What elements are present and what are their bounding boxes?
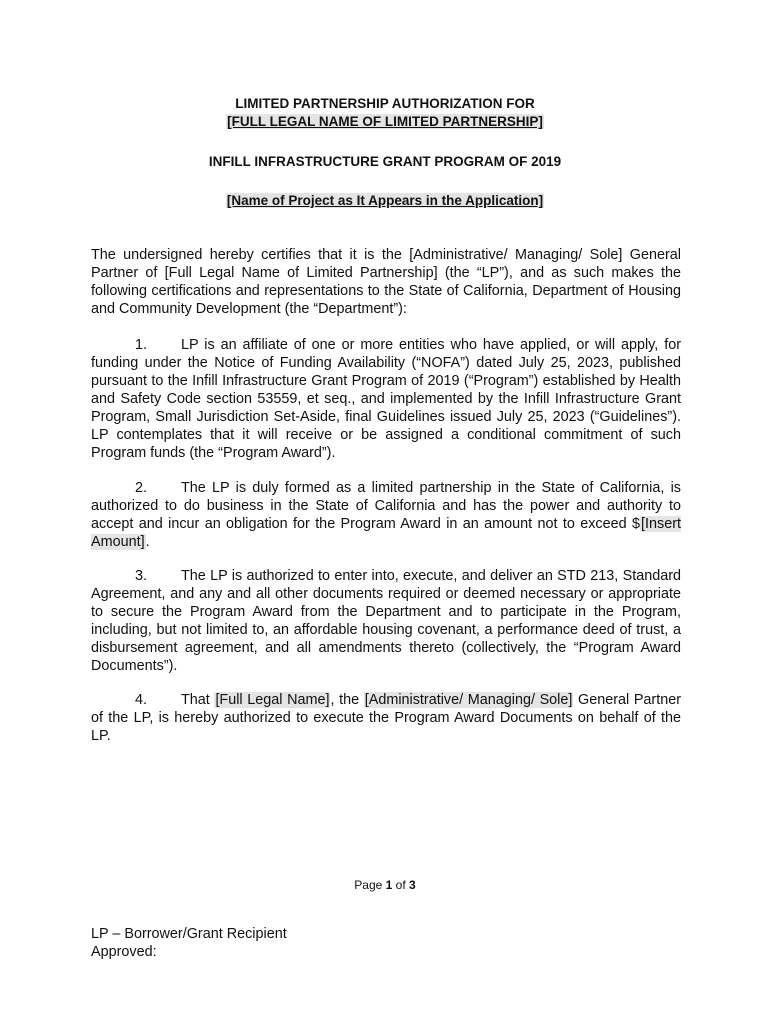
footer-line-1: LP – Borrower/Grant Recipient	[91, 926, 287, 942]
item-1-text: LP is an affiliate of one or more entities who have applied, or will apply, for funding under the Notice of Funding Availability (“NOFA”) dated July 25, 2023, published pursuant to the Infill Infrastructure Grant Program of 2019 (“Program”) established by Health and Safety Code section 53559, et seq., and implemented by the Infill Infrastructure Grant Program, Small Jurisdiction Set-Aside, final Guidelines issued July 25, 2023 (“Guidelines”). LP contemplates that it will receive or be assigned a conditional commitment of such Program funds (the “Program Award”).	[91, 337, 681, 461]
title-line-2	[0, 113, 770, 131]
item-3-number: 3.	[135, 568, 148, 584]
partnership-name-field[interactable]: [FULL LEGAL NAME OF LIMITED PARTNERSHIP]	[227, 114, 543, 129]
amount-field[interactable]: [Insert Amount]	[91, 516, 681, 550]
item-2-end: .	[145, 534, 150, 550]
item-1	[91, 336, 681, 462]
item-1-number: 1.	[135, 337, 148, 353]
page-current: 1	[385, 878, 393, 892]
partner-type-field[interactable]: [Administrative/ Managing/ Sole]	[364, 692, 573, 708]
document-title	[0, 95, 770, 131]
item-2-number: 2.	[135, 480, 148, 496]
title-line-1: LIMITED PARTNERSHIP AUTHORIZATION FOR	[235, 96, 535, 111]
project-name-field[interactable]: [Name of Project as It Appears in the Application]	[226, 193, 544, 208]
page-total: 3	[409, 878, 416, 892]
footer-line-2: Approved:	[91, 944, 157, 960]
item-4-text-c: General Partner of the LP, is hereby authorized to execute the Program Award Documents on behalf of the LP.	[91, 692, 682, 744]
page-of: of	[392, 878, 410, 892]
item-4-number: 4.	[135, 692, 148, 708]
legal-name-field[interactable]: [Full Legal Name]	[215, 692, 330, 708]
item-4-text-b: , the	[330, 692, 364, 708]
intro-paragraph: The undersigned hereby certifies that it is the [Administrative/ Managing/ Sole] General Partner of [Full Legal Name of Limited Partnership] (the “LP”), and as such makes the following certifications and representations to the State of California, Department of Housing and Community Development (the “Department”):	[91, 247, 681, 317]
project-name-line	[0, 192, 770, 210]
footer-note	[91, 925, 287, 961]
program-title: INFILL INFRASTRUCTURE GRANT PROGRAM OF 2019	[208, 154, 562, 169]
item-3-text: The LP is authorized to enter into, execute, and deliver an STD 213, Standard Agreement, and any and all other documents required or deemed necessary or appropriate to secure the Program Award from the Department and to participate in the Program, including, but not limited to, an affordable housing covenant, a performance deed of trust, a disbursement agreement, and all amendments thereto (collectively, the “Program Award Documents”).	[91, 568, 681, 674]
item-3	[91, 567, 681, 675]
page-number	[0, 878, 770, 892]
item-2	[91, 479, 681, 551]
item-4	[91, 691, 681, 745]
item-2-text: The LP is duly formed as a limited partnership in the State of California, is authorized to do business in the State of California and has the power and authority to accept and incur an obligation for the Program Award in an amount not to exceed $	[91, 480, 681, 532]
item-4-text-a: That	[181, 692, 215, 708]
page-prefix: Page	[354, 878, 386, 892]
